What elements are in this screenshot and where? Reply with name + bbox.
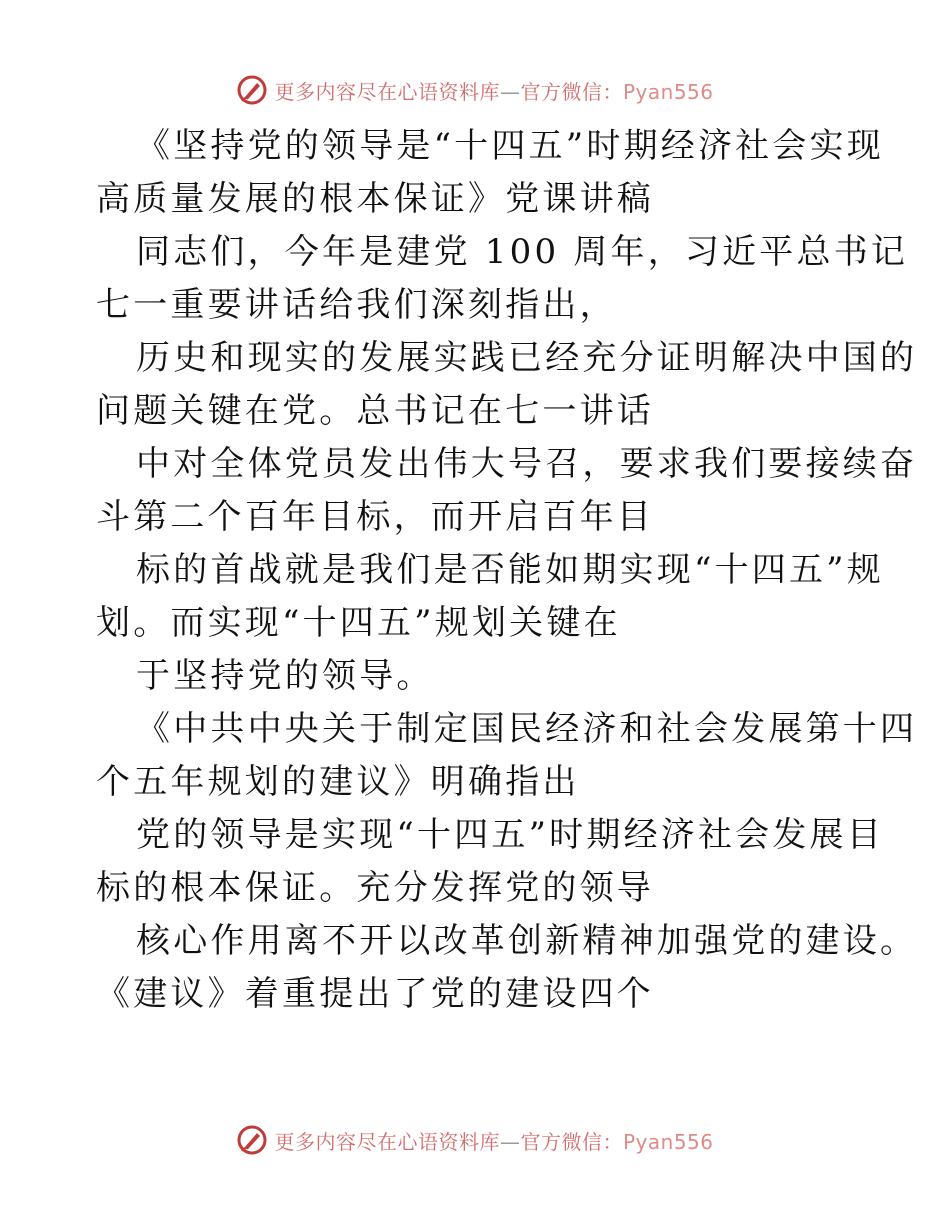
paragraph-line: 《建议》着重提出了党的建设四个 bbox=[96, 974, 654, 1014]
watermark-dash: — bbox=[499, 79, 521, 104]
paragraph-line: 个五年规划的建议》明确指出 bbox=[96, 762, 580, 802]
watermark-account: Pyan556 bbox=[622, 1129, 714, 1154]
watermark-label: 官方微信： bbox=[520, 79, 623, 104]
paragraph-line: 历史和现实的发展实践已经充分证明解决中国的 bbox=[136, 338, 918, 378]
paragraph-line: 中对全体党员发出伟大号召，要求我们要接续奋 bbox=[136, 444, 918, 484]
watermark-text bbox=[274, 76, 713, 105]
paragraph-line: 核心作用离不开以改革创新精神加强党的建设。 bbox=[136, 921, 918, 961]
watermark-brand: 更多内容尽在心语资料库 bbox=[274, 79, 500, 104]
watermark-label: 官方微信： bbox=[520, 1129, 623, 1154]
paragraph-line: 七一重要讲话给我们深刻指出， bbox=[96, 285, 617, 325]
paragraph-line: 同志们，今年是建党 100 周年，习近平总书记 bbox=[136, 232, 909, 272]
paragraph-line: 问题关键在党。总书记在七一讲话 bbox=[96, 391, 654, 431]
watermark-text bbox=[274, 1126, 713, 1155]
paragraph-line: 划。而实现“十四五”规划关键在 bbox=[96, 603, 621, 643]
title-line-1: 《坚持党的领导是“十四五”时期经济社会实现 bbox=[136, 126, 884, 166]
paragraph-line: 《中共中央关于制定国民经济和社会发展第十四 bbox=[136, 709, 918, 749]
title-line-2: 高质量发展的根本保证》党课讲稿 bbox=[96, 179, 654, 219]
paragraph-line: 党的领导是实现“十四五”时期经济社会发展目 bbox=[136, 815, 884, 855]
paragraph-line: 标的首战就是我们是否能如期实现“十四五”规 bbox=[136, 550, 884, 590]
watermark-brand: 更多内容尽在心语资料库 bbox=[274, 1129, 500, 1154]
paragraph-line: 斗第二个百年目标，而开启百年目 bbox=[96, 497, 654, 537]
watermark-account: Pyan556 bbox=[622, 79, 714, 104]
footer-watermark bbox=[0, 1120, 950, 1160]
pen-logo-icon bbox=[236, 1124, 268, 1156]
document-body bbox=[96, 120, 918, 1021]
header-watermark bbox=[0, 70, 950, 110]
paragraph-line: 于坚持党的领导。 bbox=[136, 656, 434, 696]
paragraph-line: 标的根本保证。充分发挥党的领导 bbox=[96, 868, 654, 908]
pen-logo-icon bbox=[236, 74, 268, 106]
watermark-dash: — bbox=[499, 1129, 521, 1154]
